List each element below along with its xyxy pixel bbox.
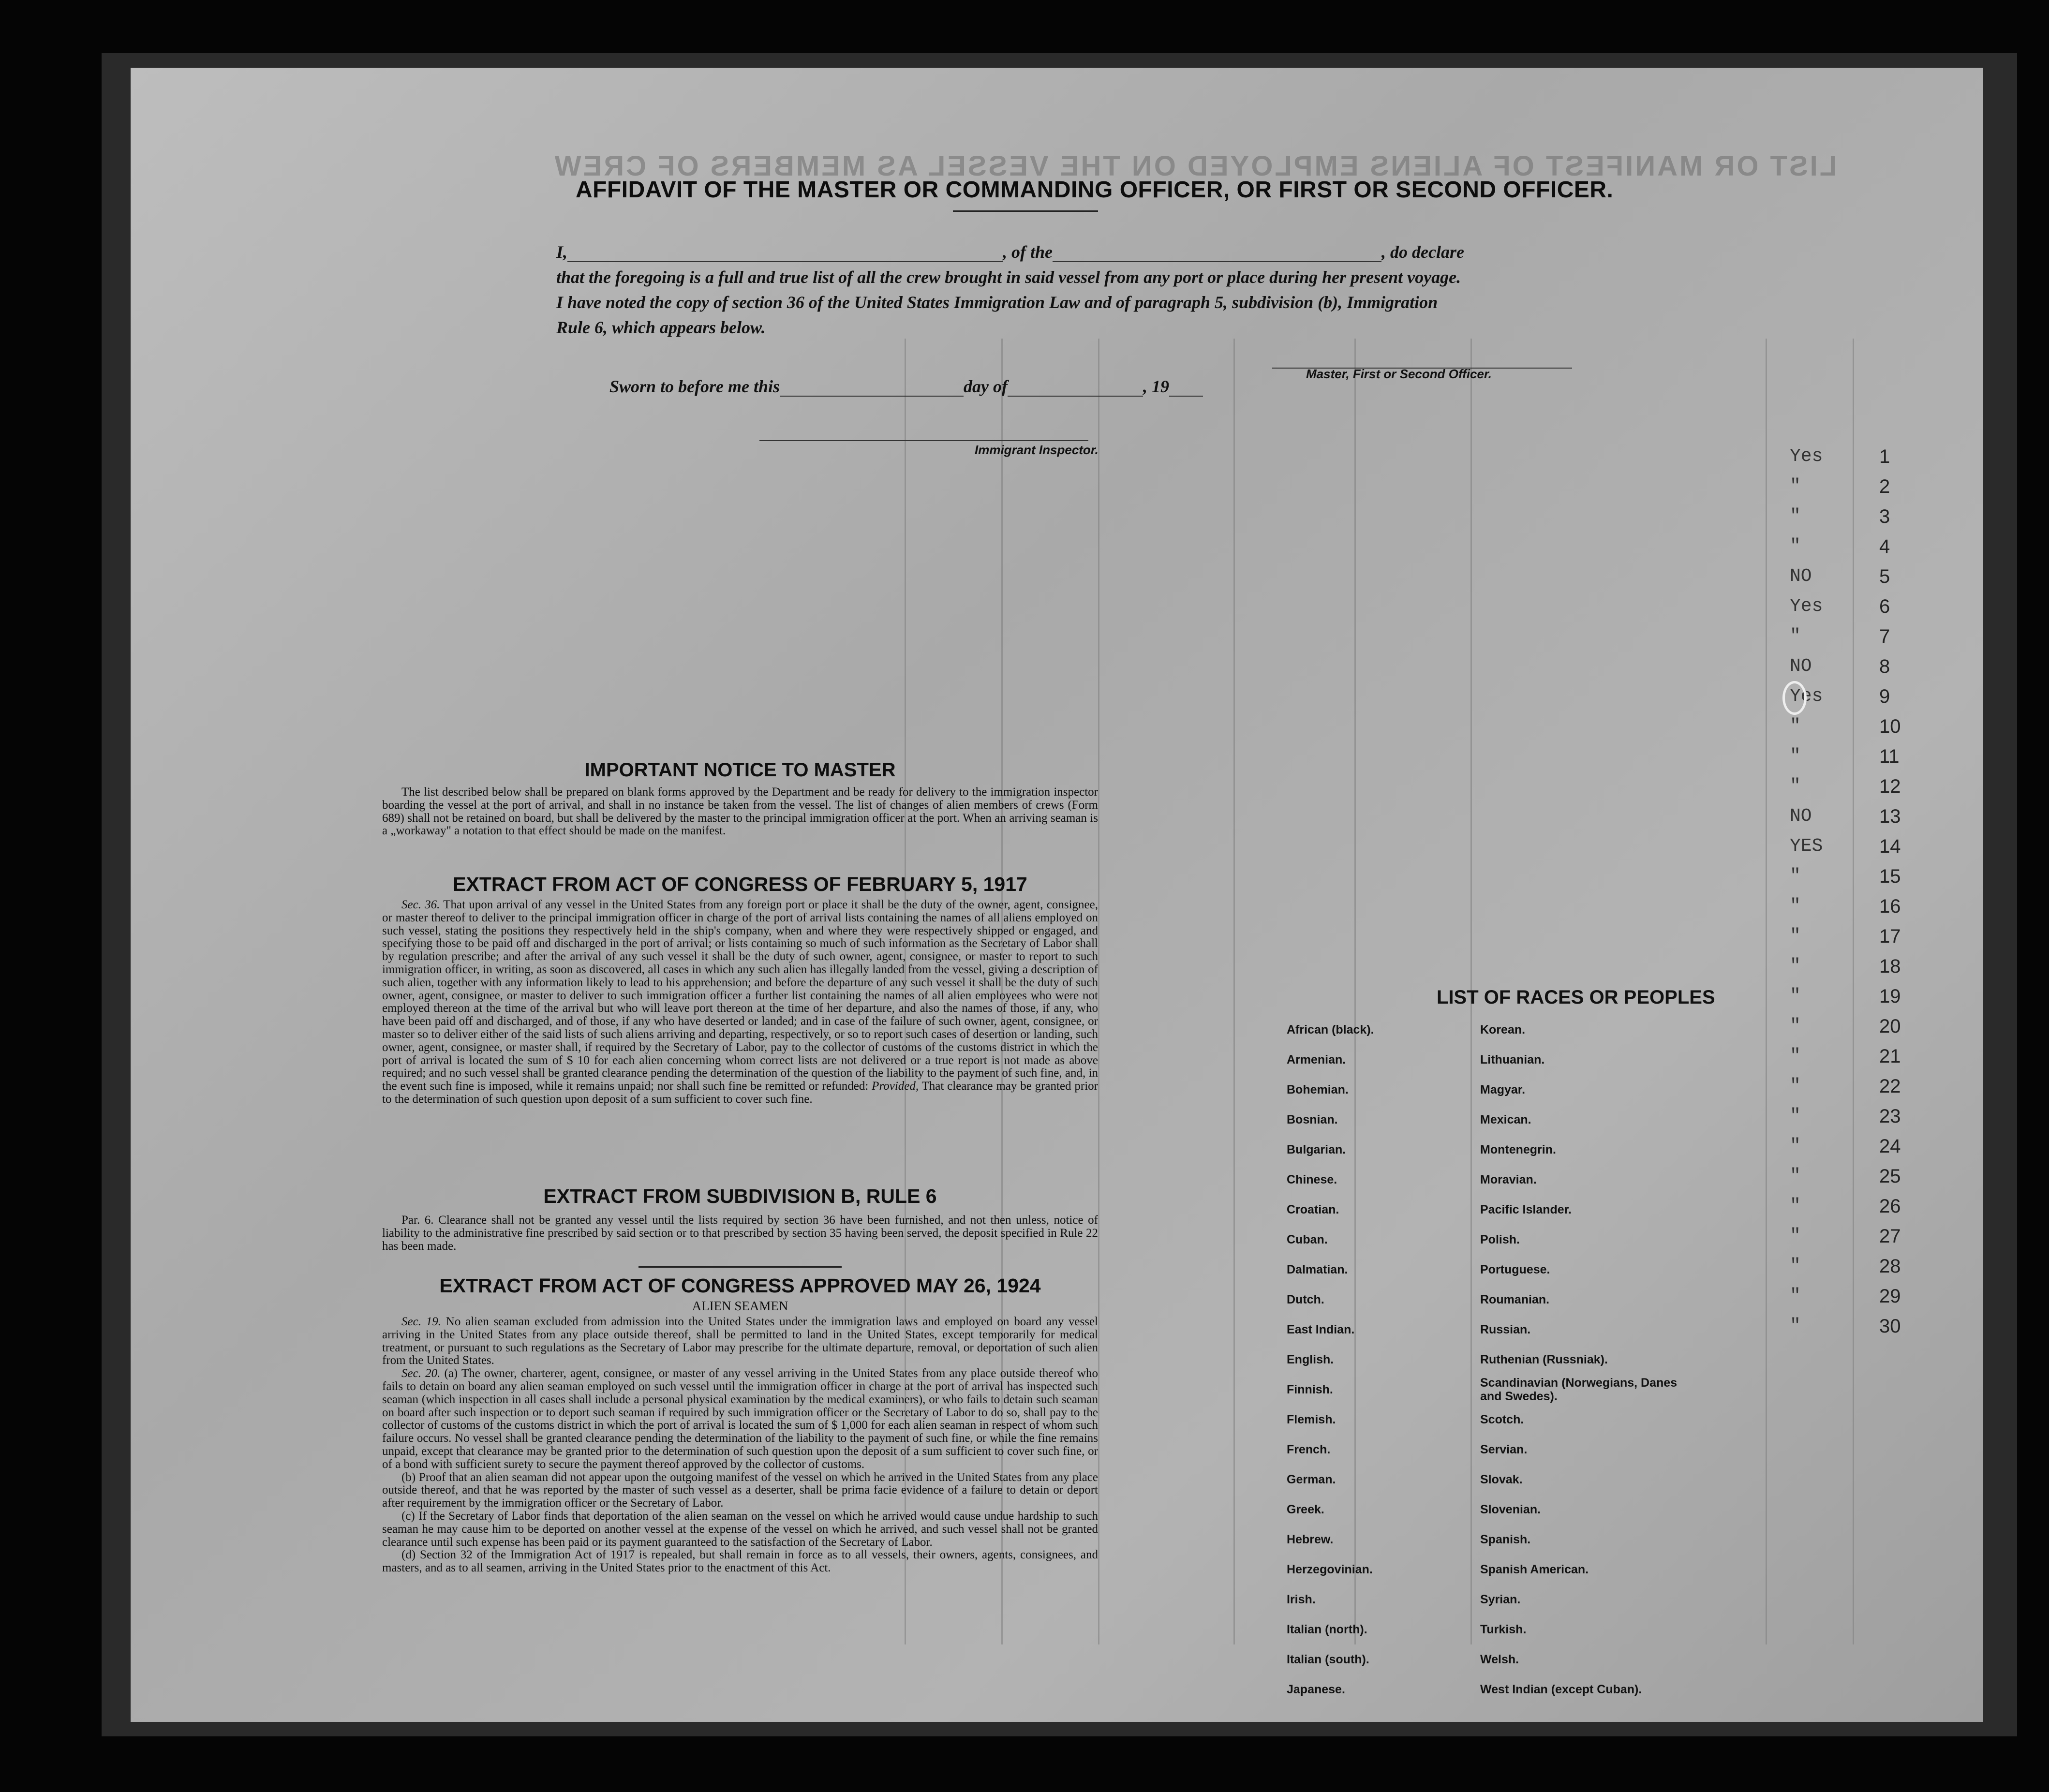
row-number: 29 — [1879, 1286, 1901, 1307]
month-blank[interactable] — [1008, 381, 1143, 397]
race-item: Irish. — [1287, 1593, 1316, 1606]
affidavit-line-2: that the foregoing is a full and true list of all the crew brought in said vessel from any port or place during her present voyage. — [556, 267, 1461, 287]
race-item: Scotch. — [1480, 1413, 1524, 1426]
state-value: " — [1790, 476, 1801, 497]
row-number: 3 — [1879, 506, 1890, 527]
state-value: Yes — [1790, 686, 1823, 707]
race-item: Welsh. — [1480, 1653, 1519, 1666]
state-value: " — [1790, 1106, 1801, 1126]
state-value: " — [1790, 1076, 1801, 1096]
affidavit-line-4: Rule 6, which appears below. — [556, 318, 766, 337]
row-number: 16 — [1879, 896, 1901, 917]
race-item: West Indian (except Cuban). — [1480, 1683, 1642, 1696]
race-item: Portuguese. — [1480, 1263, 1550, 1276]
day-of-text: day of — [964, 377, 1008, 396]
row-number: 15 — [1879, 866, 1901, 887]
race-item: Dalmatian. — [1287, 1263, 1348, 1276]
race-item: Pacific Islander. — [1480, 1203, 1572, 1216]
affidavit-line-3: I have noted the copy of section 36 of the United States Immigration Law and of paragraph 5, subdivision (b), Immigration — [556, 293, 1438, 312]
race-item: Greek. — [1287, 1503, 1324, 1516]
state-value: " — [1790, 506, 1801, 527]
row-number: 27 — [1879, 1226, 1901, 1247]
state-value: " — [1790, 1136, 1801, 1156]
rule6-text: Par. 6. Clearance shall not be granted any vessel until the lists required by section 36 have been furnished, and not then unless, notice of liability to the administrative fine prescribed by said section or to that prescribed by section 35 having been served, the deposit specified in Rule 22 has been made. — [382, 1214, 1098, 1253]
race-item: Bosnian. — [1287, 1113, 1338, 1126]
state-value: " — [1790, 716, 1801, 737]
row-number: 11 — [1879, 746, 1900, 767]
row-number: 21 — [1879, 1046, 1901, 1067]
race-item: Flemish. — [1287, 1413, 1336, 1426]
state-value: YES — [1790, 836, 1823, 857]
row-number: 22 — [1879, 1076, 1901, 1097]
row-number: 1 — [1879, 446, 1890, 467]
state-value: " — [1790, 1166, 1801, 1186]
state-value: " — [1790, 1226, 1801, 1246]
notice-text: The list described below shall be prepared on blank forms approved by the Department and be ready for delivery to the immigration inspector boarding the vessel at the port of arrival, and shall in no instance be taken from the vessel. The list of changes of alien members of crews (Form 689) shall not be retained on board, but shall be delivered by the master to the principal immigration officer at the port. When an arriving seaman is a „workaway" a notation to that effect should be made on the manifest. — [382, 785, 1098, 838]
race-item: Bohemian. — [1287, 1083, 1349, 1096]
row-number: 25 — [1879, 1166, 1901, 1187]
race-item: Korean. — [1480, 1023, 1526, 1037]
state-value: " — [1790, 986, 1801, 1007]
extract-1917-title: EXTRACT FROM ACT OF CONGRESS OF FEBRUARY 5, 1917 — [453, 873, 1027, 895]
row-number: 12 — [1879, 776, 1901, 797]
state-value: " — [1790, 1016, 1801, 1037]
master-label: Master, First or Second Officer. — [1306, 367, 1492, 381]
race-item: Mexican. — [1480, 1113, 1531, 1126]
row-number: 14 — [1879, 836, 1901, 857]
race-item: Moravian. — [1480, 1173, 1537, 1186]
day-blank[interactable] — [780, 381, 964, 397]
column-rule — [1233, 339, 1235, 1644]
state-value: Yes — [1790, 446, 1823, 467]
extract-1917-text: Sec. 36. That upon arrival of any vessel in the United States from any foreign port or place it shall be the duty of the owner, agent, consignee, or master thereof to deliver to the principal immigration officer in charge of the port of arrival lists containing the names of all aliens employed on such vessel, stating the positions they respectively held in the ship's company, when and where they were respectively shipped or engaged, and specifying those to be paid off and discharged in the port of arrival; or lists containing so much of such information as the Secretary of Labor shall by regulation prescribe; and after the arrival of any such vessel it shall be the duty of such owner, agent, consignee, or master to report to such immigration officer, in writing, as soon as discovered, all cases in which any such alien has illegally landed from the vessel, giving a description of such alien, together with any information likely to lead to his apprehension; and before the departure of any such vessel it shall be the duty of such owner, agent, consignee, or master to deliver to such immigration officer a further list containing the names of all alien employees who were not employed thereon at the time of the arrival but who will leave port thereon at the time of her departure, and also the names of those, if any, who have been paid off and discharged, and of those, if any who have deserted or landed; and in case of the failure of such owner, agent, consignee, or master so to deliver either of the said lists of such aliens arriving and departing, respectively, or so to report such cases of desertion or landing, such owner, agent, consignee, or master shall, if required by the Secretary of Labor, pay to the collector of customs of the customs district in which the port of arrival is located the sum of $ 10 for each alien concerning whom correct lists are not delivered or a true report is not made as above required; and no such vessel shall be granted clearance pending the determination of the question of the liability to the payment of such fine, and, in the event such fine is imposed, while it remains unpaid; nor shall such fine be remitted or refunded: Provided, That clearance may be granted prior to the determination of such question upon deposit of a sum sufficient to cover such fine. — [382, 898, 1098, 1106]
inspector-signature-line[interactable] — [759, 426, 1088, 441]
races-title: LIST OF RACES OR PEOPLES — [1437, 987, 1715, 1008]
row-number: 4 — [1879, 536, 1890, 557]
state-value: " — [1790, 1316, 1801, 1336]
race-item: Spanish American. — [1480, 1563, 1589, 1576]
race-item: French. — [1287, 1443, 1331, 1456]
race-item: Scandinavian (Norwegians, Danes and Swedes). — [1480, 1376, 1678, 1403]
state-value: " — [1790, 746, 1801, 767]
state-value: " — [1790, 926, 1801, 947]
race-item: Montenegrin. — [1480, 1143, 1556, 1156]
race-item: Italian (south). — [1287, 1653, 1369, 1666]
state-value: " — [1790, 626, 1801, 647]
affidavit-line-1 — [556, 242, 1620, 262]
affidavit-i: I, — [556, 242, 568, 262]
row-number: 10 — [1879, 716, 1901, 737]
race-item: Croatian. — [1287, 1203, 1339, 1216]
notice-title: IMPORTANT NOTICE TO MASTER — [584, 759, 896, 781]
column-rule — [1354, 339, 1356, 1644]
race-item: Slovak. — [1480, 1473, 1523, 1486]
row-number: 20 — [1879, 1016, 1901, 1037]
bleed-through-title: LIST OR MANIFEST OF ALIENS EMPLOYED ON THE VESSEL AS MEMBERS OF CREW — [552, 150, 1837, 182]
state-value: " — [1790, 956, 1801, 977]
race-item: Turkish. — [1480, 1623, 1527, 1636]
extract-1924-text: Sec. 19. No alien seaman excluded from admission into the United States under the immigration laws and employed on board any vessel arriving in the United States from any place outside thereof, shall be permitted to land in the United States, except temporarily for medical treatment, or pursuant to such regulations as the Secretary of Labor may prescribe for the ultimate departure, removal, or deportation of such alien from the United States. Sec. 20. (a) The owner, charterer, agent, consignee, or master of any vessel arriving in the United States from any place outside thereof who fails to detain on board any alien seaman employed on such vessel until the immigration officer in charge at the port of arrival has inspected such seaman (which inspection in all cases shall include a personal physical examination by the medical examiners), or who fails to detain such seaman on board after such inspection or to deport such seaman if required by such immigration officer or the Secretary of Labor to do so, shall pay to the collector of customs of the customs district in which the port of arrival is located the sum of $ 1,000 for each alien seaman in respect of whom such failure occurs. No vessel shall be granted clearance pending the determination of the liability to the payment of such fine, or while the fine remains unpaid, except that clearance may be granted prior to the determination of such question upon the deposit of a sum sufficient to cover such fine, or of a bond with sufficient surety to secure the payment thereof approved by the collector of customs. (b) Proof that an alien seaman did not appear upon the outgoing manifest of the vessel on which he arrived in the United States from any place outside thereof, and that he was reported by the master of such vessel as a deserter, shall be prima facie evidence of a failure to detain or deport after requirement by the immigration officer or the Secretary of Labor. (c) If the Secretary of Labor finds that deportation of the alien seaman on the vessel on which he arrived would cause undue hardship to such seaman he may cause him to be deported on another vessel at the expense of the vessel on which he arrived, and such vessel shall not be granted clearance until such expense has been paid or its payment guaranteed to the satisfaction of the Secretary of Labor. (d) Section 32 of the Immigration Act of 1917 is repealed, but shall remain in force as to all vessels, their owners, agents, consignees, and masters, and as to all seamen, arriving in the United States prior to the enactment of this Act. — [382, 1315, 1098, 1575]
row-number: 28 — [1879, 1256, 1901, 1277]
race-item: English. — [1287, 1353, 1334, 1366]
state-value: " — [1790, 536, 1801, 557]
race-item: Bulgarian. — [1287, 1143, 1346, 1156]
state-value: " — [1790, 776, 1801, 797]
row-number: 19 — [1879, 986, 1901, 1007]
affidavit-of-the: , of the — [1003, 242, 1053, 262]
affidavit-declare: , do declare — [1381, 242, 1464, 262]
race-item: Slovenian. — [1480, 1503, 1541, 1516]
state-value: NO — [1790, 806, 1812, 827]
row-number: 5 — [1879, 566, 1890, 587]
state-value: " — [1790, 1196, 1801, 1216]
year-prefix: , 19 — [1143, 377, 1170, 396]
race-item: Italian (north). — [1287, 1623, 1367, 1636]
race-item: Chinese. — [1287, 1173, 1337, 1186]
race-item: Russian. — [1480, 1323, 1531, 1336]
affidavit-title: AFFIDAVIT OF THE MASTER OR COMMANDING OFFICER, OR FIRST OR SECOND OFFICER. — [576, 177, 1614, 203]
race-item: Syrian. — [1480, 1593, 1521, 1606]
race-item: Ruthenian (Russniak). — [1480, 1353, 1608, 1366]
divider — [638, 1266, 842, 1268]
row-number: 30 — [1879, 1316, 1901, 1337]
vessel-blank[interactable] — [1053, 247, 1381, 262]
registration-mark — [1782, 681, 1807, 715]
race-item: Finnish. — [1287, 1383, 1333, 1396]
state-value: " — [1790, 1046, 1801, 1066]
race-item: Magyar. — [1480, 1083, 1526, 1096]
column-rule — [1766, 339, 1767, 1644]
race-item: East Indian. — [1287, 1323, 1355, 1336]
row-number: 9 — [1879, 686, 1890, 707]
state-value: " — [1790, 896, 1801, 917]
year-blank[interactable] — [1169, 381, 1203, 397]
row-number: 2 — [1879, 476, 1890, 497]
row-number: 24 — [1879, 1136, 1901, 1157]
row-number: 6 — [1879, 596, 1890, 617]
race-item: Herzegovinian. — [1287, 1563, 1373, 1576]
state-value: " — [1790, 866, 1801, 887]
sworn-text: Sworn to before me this — [609, 377, 780, 396]
race-item: Servian. — [1480, 1443, 1528, 1456]
manifest-page — [131, 68, 1983, 1722]
race-item: Spanish. — [1480, 1533, 1531, 1546]
extract-1924-title: EXTRACT FROM ACT OF CONGRESS APPROVED MAY 26, 1924 — [439, 1274, 1041, 1297]
race-item: Japanese. — [1287, 1683, 1345, 1696]
state-value: " — [1790, 1256, 1801, 1276]
row-number: 17 — [1879, 926, 1901, 947]
state-value: NO — [1790, 566, 1812, 587]
race-item: Polish. — [1480, 1233, 1520, 1246]
race-item: Cuban. — [1287, 1233, 1328, 1246]
race-item: Roumanian. — [1480, 1293, 1550, 1306]
row-number: 13 — [1879, 806, 1901, 827]
state-value: " — [1790, 1286, 1801, 1306]
row-number: 26 — [1879, 1196, 1901, 1217]
rule6-title: EXTRACT FROM SUBDIVISION B, RULE 6 — [543, 1185, 937, 1207]
race-item: Dutch. — [1287, 1293, 1324, 1306]
column-rule — [1098, 339, 1099, 1644]
sworn-line — [609, 376, 1383, 397]
race-item: German. — [1287, 1473, 1336, 1486]
race-item: Hebrew. — [1287, 1533, 1334, 1546]
name-blank[interactable] — [567, 247, 1003, 262]
divider — [953, 210, 1098, 212]
state-value: Yes — [1790, 596, 1823, 617]
row-number: 8 — [1879, 656, 1890, 677]
race-item: Armenian. — [1287, 1053, 1346, 1066]
state-value: NO — [1790, 656, 1812, 677]
race-item: Lithuanian. — [1480, 1053, 1545, 1066]
row-number: 18 — [1879, 956, 1901, 977]
row-number: 23 — [1879, 1106, 1901, 1127]
alien-seamen-subtitle: ALIEN SEAMEN — [692, 1299, 788, 1313]
column-rule — [1853, 339, 1854, 1644]
inspector-label: Immigrant Inspector. — [975, 443, 1099, 457]
race-item: African (black). — [1287, 1023, 1374, 1037]
row-number: 7 — [1879, 626, 1890, 647]
